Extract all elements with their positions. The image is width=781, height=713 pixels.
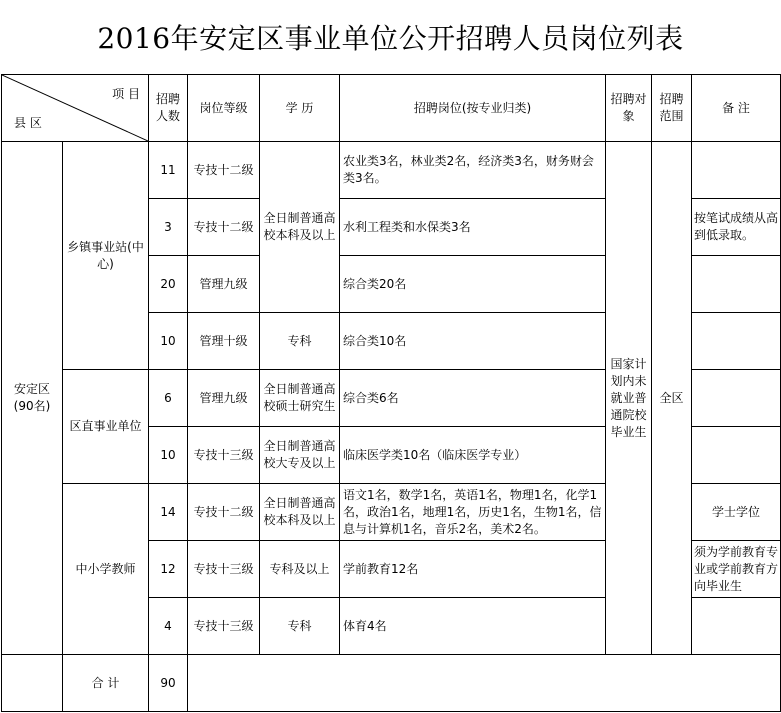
- table-row: [2, 142, 781, 199]
- header-diagonal-cell: [2, 75, 149, 142]
- row-position: 临床医学类10名（临床医学专业）: [340, 427, 606, 484]
- header-county-label: 县 区: [14, 116, 42, 130]
- remark-cell: [692, 256, 781, 313]
- row-grade: 管理九级: [188, 370, 260, 427]
- row-count: 11: [149, 142, 188, 199]
- education-cell: 全日制普通高校本科及以上: [260, 484, 340, 541]
- remark-cell: [692, 370, 781, 427]
- row-position: 体育4名: [340, 598, 606, 655]
- total-blank-cell: [2, 655, 63, 712]
- header-position: 招聘岗位(按专业归类): [340, 75, 606, 142]
- row-position: 综合类6名: [340, 370, 606, 427]
- positions-table: [1, 74, 781, 712]
- row-grade: 专技十二级: [188, 142, 260, 199]
- row-count: 3: [149, 199, 188, 256]
- row-grade: 管理九级: [188, 256, 260, 313]
- row-grade: 专技十三级: [188, 541, 260, 598]
- row-position: 农业类3名，林业类2名，经济类3名，财务财会类3名。: [340, 142, 606, 199]
- header-target: 招聘对象: [606, 75, 652, 142]
- page-title: 2016年安定区事业单位公开招聘人员岗位列表: [97, 22, 684, 55]
- row-count: 12: [149, 541, 188, 598]
- header-scope: 招聘范围: [652, 75, 692, 142]
- scope-cell: 全区: [652, 142, 692, 655]
- remark-cell: [692, 427, 781, 484]
- row-position: 综合类20名: [340, 256, 606, 313]
- remark-cell: [692, 598, 781, 655]
- total-count: 90: [149, 655, 188, 712]
- row-count: 10: [149, 313, 188, 370]
- row-position: 学前教育12名: [340, 541, 606, 598]
- total-row: [2, 655, 781, 712]
- header-education: 学 历: [260, 75, 340, 142]
- row-grade: 专技十三级: [188, 427, 260, 484]
- remark-cell: [692, 142, 781, 199]
- row-grade: 专技十二级: [188, 199, 260, 256]
- total-empty-cell: [188, 655, 781, 712]
- header-row: [2, 75, 781, 142]
- education-cell: 专科: [260, 313, 340, 370]
- county-cell: 安定区(90名): [2, 142, 63, 655]
- row-position: 水利工程类和水保类3名: [340, 199, 606, 256]
- header-remark: 备 注: [692, 75, 781, 142]
- header-item-label: 项 目: [112, 87, 140, 101]
- row-grade: 管理十级: [188, 313, 260, 370]
- education-cell: 专科及以上: [260, 541, 340, 598]
- unit-district: 区直事业单位: [63, 370, 149, 484]
- row-count: 14: [149, 484, 188, 541]
- remark-cell: [692, 313, 781, 370]
- education-cell: 专科: [260, 598, 340, 655]
- education-cell: 全日制普通高校大专及以上: [260, 427, 340, 484]
- header-count: 招聘人数: [149, 75, 188, 142]
- remark-degree: 学士学位: [692, 484, 781, 541]
- row-position: 综合类10名: [340, 313, 606, 370]
- row-count: 20: [149, 256, 188, 313]
- header-grade: 岗位等级: [188, 75, 260, 142]
- row-grade: 专技十三级: [188, 598, 260, 655]
- education-cell: 全日制普通高校本科及以上: [260, 142, 340, 313]
- remark-preschool: 须为学前教育专业或学前教育方向毕业生: [692, 541, 781, 598]
- education-cell: 全日制普通高校硕士研究生: [260, 370, 340, 427]
- total-label: 合 计: [63, 655, 149, 712]
- row-position: 语文1名，数学1名，英语1名，物理1名，化学1名，政治1名，地理1名，历史1名，生物1名，信息与计算机1名，音乐2名，美术2名。: [340, 484, 606, 541]
- row-count: 10: [149, 427, 188, 484]
- unit-teacher: 中小学教师: [63, 484, 149, 655]
- target-cell: 国家计划内未就业普通院校毕业生: [606, 142, 652, 655]
- row-count: 4: [149, 598, 188, 655]
- unit-township: 乡镇事业站(中心): [63, 142, 149, 370]
- remark-exam: 按笔试成绩从高到低录取。: [692, 199, 781, 256]
- row-grade: 专技十二级: [188, 484, 260, 541]
- row-count: 6: [149, 370, 188, 427]
